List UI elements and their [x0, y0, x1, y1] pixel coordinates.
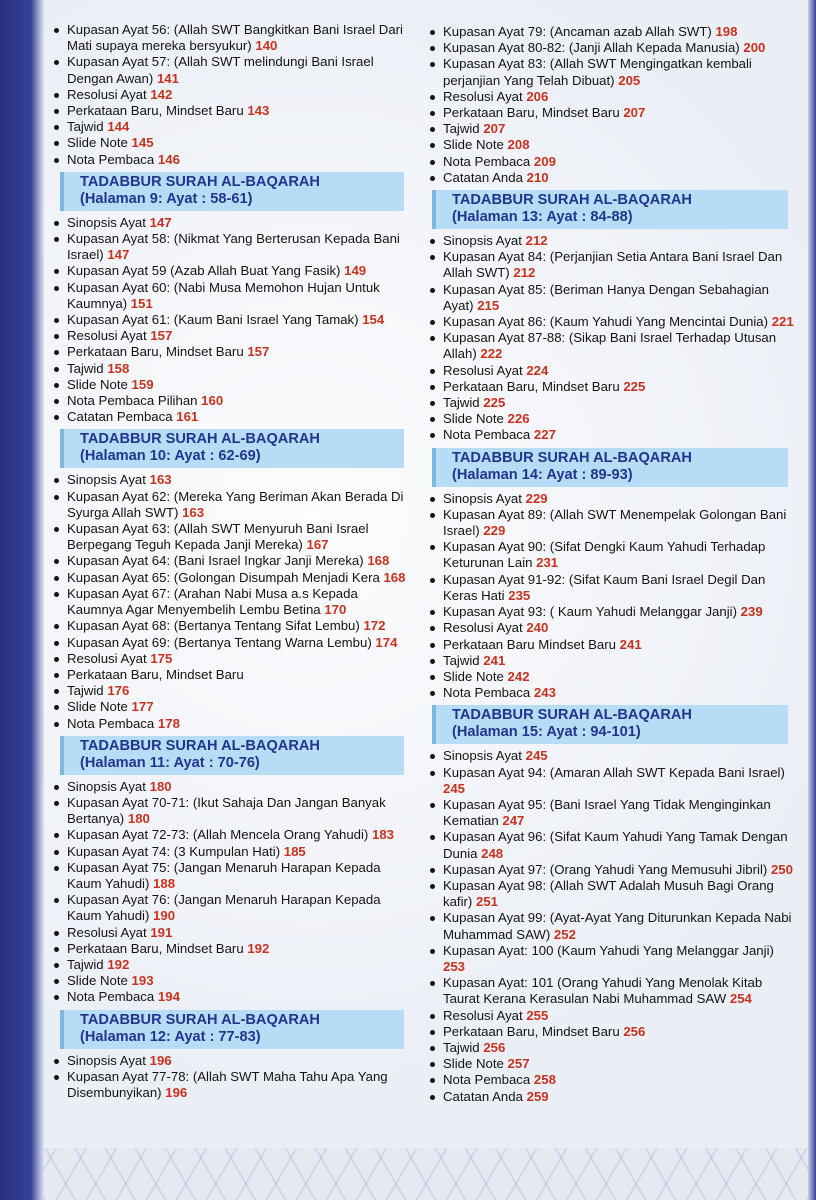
- toc-entry-page-number: 256: [483, 1039, 506, 1055]
- section-heading-range: (Halaman 11: Ayat : 70-76): [80, 754, 260, 771]
- toc-entry: [428, 829, 798, 861]
- toc-entry: [52, 779, 408, 795]
- toc-entry: [428, 89, 798, 105]
- toc-entry-page-number: 174: [375, 634, 398, 650]
- toc-entry-page-number: 210: [526, 169, 549, 185]
- toc-entry-page-number: 140: [255, 38, 278, 54]
- toc-entry: [428, 748, 798, 764]
- toc-list: [52, 472, 408, 731]
- toc-entry-page-number: 193: [131, 973, 154, 989]
- toc-entry: [52, 135, 408, 151]
- toc-entry: [52, 699, 408, 715]
- toc-entry-title: Kupasan Ayat 59 (Azab Allah Buat Yang Fasik): [67, 263, 341, 279]
- toc-entry-page-number: 242: [507, 668, 530, 684]
- toc-entry-title: Perkataan Baru, Mindset Baru: [67, 344, 244, 360]
- toc-entry-page-number: 258: [533, 1072, 556, 1088]
- toc-entry-page-number: 157: [247, 344, 270, 360]
- section-heading-range: (Halaman 9: Ayat : 58-61): [80, 190, 253, 207]
- section-heading-title: TADABBUR SURAH AL-BAQARAH: [80, 431, 320, 448]
- toc-entry-title: Kupasan Ayat 58: (Nikmat Yang Berterusan Kepada Bani Israel): [67, 231, 400, 263]
- toc-entry-page-number: 188: [153, 875, 176, 891]
- toc-list: [428, 748, 798, 1104]
- toc-entry-page-number: 245: [525, 748, 548, 764]
- toc-entry-title: Kupasan Ayat 83: (Allah SWT Mengingatkan kembali perjanjian Yang Telah Dibuat): [443, 56, 752, 88]
- toc-entry-page-number: 235: [508, 587, 531, 603]
- toc-entry-page-number: 221: [771, 314, 794, 330]
- toc-entry-title: Kupasan Ayat 96: (Sifat Kaum Yahudi Yang Tamak Dengan Dunia: [443, 829, 788, 861]
- toc-entry-title: Tajwid: [67, 956, 104, 972]
- toc-entry: [428, 395, 798, 411]
- toc-entry: [428, 1056, 798, 1072]
- toc-entry: [52, 1069, 408, 1101]
- toc-entry: [428, 249, 798, 281]
- toc-entry: [52, 941, 408, 957]
- toc-entry-page-number: 251: [475, 894, 498, 910]
- toc-entry-title: Sinopsis Ayat: [443, 490, 522, 506]
- toc-entry: [52, 489, 408, 521]
- toc-entry-page-number: 192: [247, 940, 270, 956]
- toc-entry-title: Nota Pembaca: [67, 989, 155, 1005]
- toc-entry-page-number: 149: [344, 263, 367, 279]
- toc-entry-title: Slide Note: [443, 137, 504, 153]
- toc-entry-title: Tajwid: [67, 119, 104, 135]
- toc-entry: [52, 103, 408, 119]
- toc-entry-title: Sinopsis Ayat: [443, 748, 522, 764]
- toc-entry-page-number: 163: [149, 472, 172, 488]
- toc-entry-title: Kupasan Ayat 62: (Mereka Yang Beriman Akan Berada Di Syurga Allah SWT): [67, 488, 404, 520]
- toc-entry-title: Perkataan Baru, Mindset Baru: [67, 103, 244, 119]
- toc-entry-title: Perkataan Baru, Mindset Baru: [67, 666, 244, 682]
- toc-entry-title: Kupasan Ayat 86: (Kaum Yahudi Yang Mencintai Dunia): [443, 314, 769, 330]
- section-heading-range: (Halaman 13: Ayat : 84-88): [452, 209, 633, 226]
- toc-entry-title: Kupasan Ayat 87-88: (Sikap Bani Israel Terhadap Utusan Allah): [443, 330, 777, 362]
- toc-entry: [428, 653, 798, 669]
- toc-entry-title: Kupasan Ayat 90: (Sifat Dengki Kaum Yahudi Terhadap Keturunan Lain: [443, 539, 766, 571]
- toc-entry: [52, 683, 408, 699]
- bottom-pattern-border: [44, 1148, 808, 1200]
- toc-entry: [52, 1053, 408, 1069]
- toc-entry: [428, 56, 798, 88]
- toc-entry-page-number: 161: [176, 409, 199, 425]
- toc-entry: [428, 40, 798, 56]
- toc-entry-title: Slide Note: [67, 973, 128, 989]
- toc-entry-title: Perkataan Baru, Mindset Baru: [443, 1023, 620, 1039]
- toc-entry: [52, 263, 408, 279]
- section-heading-range: (Halaman 10: Ayat : 62-69): [80, 448, 261, 465]
- toc-entry: [428, 105, 798, 121]
- toc-entry-title: Slide Note: [443, 411, 504, 427]
- toc-entry-title: Nota Pembaca: [443, 153, 531, 169]
- toc-entry-page-number: 243: [533, 685, 556, 701]
- section-heading-range: (Halaman 15: Ayat : 94-101): [452, 724, 641, 741]
- toc-entry-title: Slide Note: [67, 135, 128, 151]
- toc-entry-page-number: 185: [283, 843, 306, 859]
- toc-entry-page-number: 253: [443, 958, 466, 974]
- toc-entry-page-number: 254: [729, 991, 752, 1007]
- toc-entry: [428, 878, 798, 910]
- toc-entry-title: Kupasan Ayat 67: (Arahan Nabi Musa a.s Kepada Kaumnya Agar Menyembelih Lembu Betina: [67, 585, 358, 618]
- toc-entry-page-number: 147: [149, 214, 172, 230]
- toc-entry: [428, 507, 798, 539]
- toc-entry-page-number: 212: [525, 233, 548, 249]
- toc-entry: [428, 282, 798, 314]
- toc-entry-page-number: 143: [247, 103, 270, 119]
- toc-entry-page-number: 167: [306, 537, 329, 553]
- toc-entry-page-number: 200: [743, 40, 766, 56]
- toc-entry-page-number: 226: [507, 411, 530, 427]
- toc-entry-page-number: 196: [165, 1084, 188, 1100]
- toc-entry-page-number: 194: [157, 989, 180, 1005]
- toc-entry: [52, 87, 408, 103]
- toc-entry: [428, 379, 798, 395]
- toc-left-column: [52, 22, 408, 1101]
- toc-entry: [428, 862, 798, 878]
- toc-entry-title: Kupasan Ayat 85: (Beriman Hanya Dengan Sebahagian Ayat): [443, 281, 770, 313]
- toc-entry: [52, 409, 408, 425]
- toc-entry-page-number: 168: [367, 553, 390, 569]
- toc-entry-title: Kupasan Ayat 79: (Ancaman azab Allah SWT): [443, 24, 712, 39]
- toc-entry: [428, 1008, 798, 1024]
- toc-entry-page-number: 180: [127, 811, 150, 827]
- toc-entry: [428, 539, 798, 571]
- toc-entry-page-number: 241: [483, 652, 506, 668]
- toc-entry-title: Kupasan Ayat 70-71: (Ikut Sahaja Dan Jangan Banyak Bertanya): [67, 794, 386, 827]
- toc-entry: [52, 54, 408, 86]
- toc-entry-page-number: 229: [525, 490, 548, 506]
- toc-entry-title: Sinopsis Ayat: [67, 214, 146, 230]
- toc-entry: [52, 827, 408, 843]
- toc-entry-page-number: 231: [536, 555, 559, 571]
- toc-entry-page-number: 239: [740, 604, 763, 620]
- toc-entry: [428, 975, 798, 1007]
- toc-entry: [52, 22, 408, 54]
- toc-entry-page-number: 206: [526, 88, 549, 104]
- toc-entry-title: Kupasan Ayat 56: (Allah SWT Bangkitkan Bani Israel Dari Mati supaya mereka bersyukur): [67, 22, 403, 54]
- toc-entry: [52, 361, 408, 377]
- toc-entry-title: Kupasan Ayat: 100 (Kaum Yahudi Yang Melanggar Janji): [443, 942, 774, 958]
- toc-entry-page-number: 168: [383, 569, 406, 585]
- toc-entry-title: Kupasan Ayat: 101 (Orang Yahudi Yang Menolak Kitab Taurat Kerana Kerasulan Nabi Muhammad SAW: [443, 975, 763, 1007]
- toc-entry-title: Kupasan Ayat 60: (Nabi Musa Memohon Hujan Untuk Kaumnya): [67, 279, 380, 311]
- toc-entry-title: Nota Pembaca: [67, 715, 155, 731]
- toc-entry-page-number: 145: [131, 135, 154, 151]
- toc-entry-title: Kupasan Ayat 64: (Bani Israel Ingkar Janji Mereka): [67, 553, 364, 569]
- toc-entry-title: Tajwid: [443, 121, 480, 137]
- toc-entry-page-number: 207: [483, 121, 506, 137]
- toc-entry-page-number: 259: [526, 1088, 549, 1104]
- toc-entry-title: Kupasan Ayat 84: (Perjanjian Setia Antara Bani Israel Dan Allah SWT): [443, 249, 783, 281]
- toc-entry-title: Catatan Pembaca: [67, 409, 173, 425]
- toc-entry: [52, 312, 408, 328]
- toc-entry-page-number: 177: [131, 699, 154, 715]
- toc-list: [428, 233, 798, 444]
- toc-entry-page-number: 183: [371, 827, 394, 843]
- toc-entry-page-number: 215: [477, 297, 500, 313]
- toc-entry-title: Kupasan Ayat 89: (Allah SWT Menempelak Golongan Bani Israel): [443, 506, 787, 539]
- toc-entry-page-number: 256: [623, 1023, 646, 1039]
- toc-entry-page-number: 192: [107, 956, 130, 972]
- toc-entry-title: Sinopsis Ayat: [67, 778, 146, 794]
- toc-entry: [52, 393, 408, 409]
- toc-entry-title: Kupasan Ayat 57: (Allah SWT melindungi Bani Israel Dengan Awan): [67, 54, 374, 86]
- toc-entry-title: Kupasan Ayat 75: (Jangan Menaruh Harapan Kepada Kaum Yahudi): [67, 859, 381, 891]
- toc-entry-page-number: 160: [201, 393, 224, 409]
- toc-entry: [428, 943, 798, 975]
- toc-entry: [52, 586, 408, 618]
- toc-entry-page-number: 175: [150, 650, 173, 666]
- toc-entry: [52, 973, 408, 989]
- toc-entry: [428, 330, 798, 362]
- toc-entry: [428, 637, 798, 653]
- toc-list: [52, 779, 408, 1006]
- toc-entry-page-number: 146: [157, 151, 180, 167]
- toc-entry-page-number: 222: [480, 346, 503, 362]
- section-heading: [60, 172, 404, 211]
- toc-entry: [428, 121, 798, 137]
- toc-entry: [428, 1072, 798, 1088]
- toc-entry-page-number: 147: [107, 247, 130, 263]
- toc-entry-title: Nota Pembaca: [443, 1072, 531, 1088]
- toc-entry-title: Nota Pembaca: [443, 427, 531, 443]
- toc-entry-page-number: 141: [156, 70, 179, 86]
- toc-entry-title: Resolusi Ayat: [67, 924, 147, 940]
- toc-entry: [428, 1040, 798, 1056]
- toc-entry-title: Kupasan Ayat 80-82: (Janji Allah Kepada Manusia): [443, 40, 740, 56]
- toc-entry: [428, 491, 798, 507]
- toc-entry-title: Nota Pembaca: [443, 685, 531, 701]
- toc-entry: [428, 363, 798, 379]
- toc-entry: [52, 570, 408, 586]
- toc-entry-title: Tajwid: [67, 683, 104, 699]
- toc-entry-title: Kupasan Ayat 61: (Kaum Bani Israel Yang Tamak): [67, 312, 359, 328]
- toc-entry-page-number: 241: [619, 636, 642, 652]
- toc-entry-page-number: 245: [443, 780, 466, 796]
- toc-entry: [428, 669, 798, 685]
- toc-entry-page-number: 252: [553, 926, 576, 942]
- toc-entry-page-number: 196: [149, 1052, 172, 1068]
- toc-entry: [52, 152, 408, 168]
- toc-entry-page-number: 224: [526, 362, 549, 378]
- toc-right-column: [428, 24, 798, 1105]
- toc-entry: [52, 925, 408, 941]
- toc-entry-title: Kupasan Ayat 63: (Allah SWT Menyuruh Bani Israel Berpegang Teguh Kepada Janji Mereka): [67, 521, 369, 553]
- toc-entry-title: Resolusi Ayat: [443, 1007, 523, 1023]
- toc-entry-page-number: 170: [324, 602, 347, 618]
- toc-entry: [428, 620, 798, 636]
- toc-entry-title: Kupasan Ayat 98: (Allah SWT Adalah Musuh Bagi Orang kafir): [443, 877, 774, 910]
- toc-entry-title: Perkataan Baru, Mindset Baru: [67, 940, 244, 956]
- toc-entry-title: Perkataan Baru, Mindset Baru: [443, 105, 620, 121]
- toc-list: [428, 24, 798, 186]
- toc-entry: [428, 910, 798, 942]
- toc-entry-page-number: 205: [618, 72, 641, 88]
- toc-entry: [428, 427, 798, 443]
- toc-entry-title: Tajwid: [443, 1039, 480, 1055]
- toc-entry-title: Tajwid: [443, 652, 480, 668]
- toc-entry-title: Resolusi Ayat: [443, 620, 523, 636]
- toc-entry-title: Slide Note: [443, 1056, 504, 1072]
- section-heading: [432, 448, 788, 487]
- toc-entry-page-number: 255: [526, 1007, 549, 1023]
- toc-entry-title: Kupasan Ayat 97: (Orang Yahudi Yang Memusuhi Jibril): [443, 861, 768, 877]
- toc-entry-title: Resolusi Ayat: [67, 650, 147, 666]
- toc-entry: [428, 170, 798, 186]
- toc-entry: [52, 618, 408, 634]
- toc-entry-page-number: 151: [130, 295, 153, 311]
- toc-entry: [52, 635, 408, 651]
- toc-entry-title: Kupasan Ayat 93: ( Kaum Yahudi Melanggar Janji): [443, 604, 737, 620]
- toc-entry-page-number: 227: [533, 427, 556, 443]
- toc-entry: [52, 215, 408, 231]
- toc-entry: [52, 553, 408, 569]
- toc-entry: [428, 765, 798, 797]
- toc-entry-title: Slide Note: [443, 668, 504, 684]
- toc-entry-page-number: 248: [481, 845, 504, 861]
- toc-list: [52, 22, 408, 168]
- toc-entry-title: Kupasan Ayat 91-92: (Sifat Kaum Bani Israel Degil Dan Keras Hati: [443, 571, 766, 603]
- toc-entry-title: Sinopsis Ayat: [67, 1052, 146, 1068]
- toc-entry: [52, 280, 408, 312]
- toc-entry: [428, 314, 798, 330]
- toc-entry: [52, 667, 408, 683]
- toc-entry: [52, 328, 408, 344]
- toc-entry-page-number: 207: [623, 105, 646, 121]
- toc-entry: [52, 521, 408, 553]
- toc-entry-page-number: 250: [770, 861, 793, 877]
- toc-entry-title: Resolusi Ayat: [67, 86, 147, 102]
- section-heading: [60, 736, 404, 775]
- toc-entry-title: Resolusi Ayat: [67, 328, 147, 344]
- toc-entry-title: Kupasan Ayat 68: (Bertanya Tentang Sifat Lembu): [67, 618, 360, 634]
- toc-entry-page-number: 225: [483, 395, 506, 411]
- toc-entry-page-number: 172: [363, 618, 386, 634]
- toc-entry-page-number: 180: [149, 778, 172, 794]
- section-heading: [60, 1010, 404, 1049]
- toc-entry-title: Tajwid: [443, 395, 480, 411]
- toc-entry: [52, 844, 408, 860]
- toc-entry-page-number: 190: [153, 908, 176, 924]
- section-heading-title: TADABBUR SURAH AL-BAQARAH: [80, 1011, 320, 1028]
- toc-entry-title: Perkataan Baru Mindset Baru: [443, 636, 616, 652]
- toc-entry: [52, 989, 408, 1005]
- toc-entry-title: Sinopsis Ayat: [443, 233, 522, 249]
- toc-entry-title: Perkataan Baru, Mindset Baru: [443, 378, 620, 394]
- toc-entry: [52, 472, 408, 488]
- toc-entry-title: Kupasan Ayat 74: (3 Kumpulan Hati): [67, 843, 281, 859]
- toc-entry-page-number: 257: [507, 1056, 530, 1072]
- toc-entry-page-number: 159: [131, 376, 154, 392]
- toc-entry-page-number: 144: [107, 119, 130, 135]
- toc-entry-page-number: 212: [513, 265, 536, 281]
- toc-entry-title: Sinopsis Ayat: [67, 472, 146, 488]
- toc-entry: [428, 233, 798, 249]
- toc-entry-page-number: 191: [150, 924, 173, 940]
- toc-entry: [52, 795, 408, 827]
- toc-entry-page-number: 198: [715, 24, 738, 39]
- toc-entry: [428, 1024, 798, 1040]
- toc-entry-title: Tajwid: [67, 360, 104, 376]
- toc-entry-page-number: 247: [502, 813, 525, 829]
- toc-entry: [428, 572, 798, 604]
- section-heading: [60, 429, 404, 468]
- toc-entry-page-number: 208: [507, 137, 530, 153]
- toc-entry-page-number: 225: [623, 378, 646, 394]
- section-heading-title: TADABBUR SURAH AL-BAQARAH: [452, 449, 692, 466]
- toc-entry-title: Kupasan Ayat 69: (Bertanya Tentang Warna Lembu): [67, 634, 372, 650]
- toc-entry: [428, 137, 798, 153]
- toc-list: [428, 491, 798, 702]
- toc-entry: [428, 24, 798, 40]
- toc-entry: [52, 119, 408, 135]
- toc-entry-title: Slide Note: [67, 376, 128, 392]
- toc-entry: [428, 604, 798, 620]
- toc-entry-page-number: 209: [533, 153, 556, 169]
- toc-entry-title: Resolusi Ayat: [443, 88, 523, 104]
- toc-entry-page-number: 158: [107, 360, 130, 376]
- section-heading-range: (Halaman 14: Ayat : 89-93): [452, 466, 633, 483]
- toc-entry-title: Kupasan Ayat 77-78: (Allah SWT Maha Tahu Apa Yang Disembunyikan): [67, 1068, 388, 1100]
- toc-entry-page-number: 178: [157, 715, 180, 731]
- toc-entry: [52, 957, 408, 973]
- left-decorative-band: [0, 0, 44, 1200]
- toc-entry-title: Kupasan Ayat 95: (Bani Israel Yang Tidak Menginginkan Kematian: [443, 796, 771, 829]
- toc-entry: [52, 860, 408, 892]
- section-heading-title: TADABBUR SURAH AL-BAQARAH: [80, 173, 320, 190]
- toc-entry-title: Kupasan Ayat 94: (Amaran Allah SWT Kepada Bani Israel): [443, 764, 785, 780]
- toc-entry: [52, 344, 408, 360]
- toc-entry-title: Kupasan Ayat 76: (Jangan Menaruh Harapan Kepada Kaum Yahudi): [67, 892, 381, 924]
- toc-entry-page-number: 176: [107, 683, 130, 699]
- toc-entry: [52, 651, 408, 667]
- toc-entry: [52, 716, 408, 732]
- toc-entry-title: Kupasan Ayat 65: (Golongan Disumpah Menjadi Kera: [67, 569, 380, 585]
- toc-entry-page-number: 240: [526, 620, 549, 636]
- toc-entry: [428, 685, 798, 701]
- right-decorative-band: [808, 0, 816, 1200]
- toc-entry-page-number: 229: [483, 523, 506, 539]
- toc-entry: [428, 154, 798, 170]
- toc-entry: [52, 231, 408, 263]
- section-heading-range: (Halaman 12: Ayat : 77-83): [80, 1028, 261, 1045]
- toc-list: [52, 215, 408, 426]
- toc-entry-page-number: 163: [182, 504, 205, 520]
- toc-entry: [52, 892, 408, 924]
- toc-entry-title: Nota Pembaca: [67, 151, 155, 167]
- section-heading-title: TADABBUR SURAH AL-BAQARAH: [452, 192, 692, 209]
- toc-list: [52, 1053, 408, 1102]
- toc-entry-page-number: 142: [150, 86, 173, 102]
- toc-entry-title: Resolusi Ayat: [443, 362, 523, 378]
- toc-entry: [52, 377, 408, 393]
- toc-entry: [428, 411, 798, 427]
- toc-entry-title: Catatan Anda: [443, 169, 523, 185]
- toc-entry: [428, 1089, 798, 1105]
- toc-entry-title: Kupasan Ayat 99: (Ayat-Ayat Yang Diturunkan Kepada Nabi Muhammad SAW): [443, 910, 792, 942]
- toc-entry: [428, 797, 798, 829]
- section-heading: [432, 190, 788, 229]
- toc-entry-page-number: 157: [150, 328, 173, 344]
- toc-entry-title: Nota Pembaca Pilihan: [67, 393, 198, 409]
- toc-entry-title: Catatan Anda: [443, 1088, 523, 1104]
- toc-entry-page-number: 154: [362, 312, 385, 328]
- toc-entry-title: Slide Note: [67, 699, 128, 715]
- toc-entry-title: Kupasan Ayat 72-73: (Allah Mencela Orang Yahudi): [67, 827, 369, 843]
- section-heading-title: TADABBUR SURAH AL-BAQARAH: [452, 707, 692, 724]
- section-heading: [432, 705, 788, 744]
- section-heading-title: TADABBUR SURAH AL-BAQARAH: [80, 737, 320, 754]
